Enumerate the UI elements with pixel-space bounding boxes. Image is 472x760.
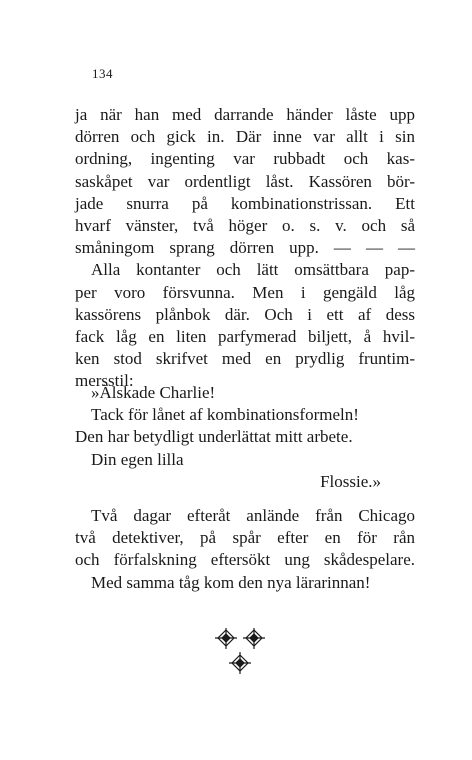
text-line: och förfalskning eftersökt ung skådespelare. (75, 550, 415, 570)
text-line: ken stod skrifvet med en prydlig fruntim- (75, 349, 415, 369)
text-line: hvarf vänster, två höger o. s. v. och så (75, 215, 415, 235)
text-line: ordning, ingenting var rubbadt och kas- (75, 149, 415, 169)
letter-salutation: »Älskade Charlie! (91, 383, 216, 402)
text-line: dörren och gick in. Där inne var allt i sin (75, 127, 415, 147)
paragraph-2 (75, 505, 415, 594)
letter-body-line: Tack för lånet af kombinationsformeln! (91, 405, 359, 425)
quoted-letter (75, 382, 415, 493)
text-line: mersstil: (75, 371, 134, 391)
text-line: jade snurra på kombinationstrissan. Ett (75, 193, 415, 213)
text-line: per voro försvunna. Men i gengäld låg (75, 282, 415, 302)
text-line: ja när han med darrande händer låste upp (75, 105, 415, 124)
letter-body-line: Den har betydligt underlättat mitt arbete. (75, 427, 353, 447)
text-line: småningom sprang dörren upp. — — — (75, 238, 415, 258)
text-line: saskåpet var ordentligt låst. Kassören bör- (75, 171, 415, 191)
text-line: Med samma tåg kom den nya lärarinnan! (91, 572, 371, 592)
page-number: 134 (92, 66, 113, 81)
text-line: Alla kontanter och lätt omsättbara pap- (91, 260, 415, 280)
text-line: fack låg en liten parfymerad biljett, å hvil- (75, 326, 415, 346)
text-line: två detektiver, på spår efter en för rån (75, 528, 415, 548)
text-line: Två dagar efteråt anlände från Chicago (91, 506, 415, 525)
fleuron-ornament-icon (214, 628, 266, 676)
text-line: kassörens plånbok där. Och i ett af dess (75, 304, 415, 324)
paragraph-1 (75, 104, 415, 392)
letter-closing: Din egen lilla (91, 449, 184, 469)
letter-signature: Flossie.» (320, 471, 381, 491)
